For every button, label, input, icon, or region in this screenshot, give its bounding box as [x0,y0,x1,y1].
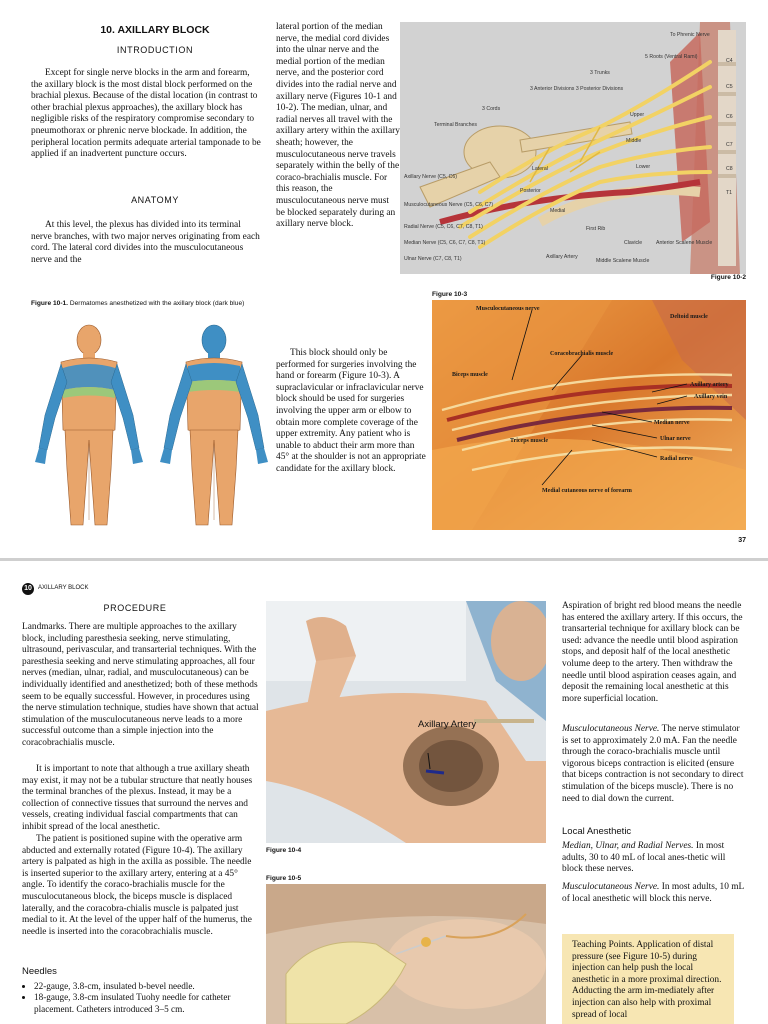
fig2-label-medial: Medial [550,208,566,214]
fig2-label-c6: C6 [726,114,733,120]
injection-photo-drawing [266,884,546,1024]
musculocutaneous-label: Musculocutaneous Nerve. [562,724,660,734]
page-number: 37 [738,537,746,544]
fig2-label-first-rib: First Rib [586,226,606,232]
anatomy-heading: ANATOMY [131,195,179,205]
axillary-artery-label: Axillary Artery [418,719,477,730]
fig3-label-median: Median nerve [654,420,690,426]
figure-10-1-dermatome-illustration [31,320,271,535]
fig3-label-ulnar: Ulnar nerve [660,436,691,442]
procedure-heading: PROCEDURE [103,603,167,613]
figure-10-4-caption: Figure 10-4 [266,847,302,854]
figure-10-5-photo [266,884,546,1024]
fig2-label-c4: C4 [726,58,733,64]
brachial-plexus-drawing [400,22,746,274]
musculocutaneous-paragraph [562,724,748,805]
fig3-label-coracobrachialis: Coracobrachialis muscle [550,351,614,357]
fig2-label-t1: T1 [726,190,733,196]
fig2-label-middle-scalene: Middle Scalene Muscle [596,258,650,264]
fig2-label-c8: C8 [726,166,733,172]
fig2-label-lower: Lower [636,164,651,170]
figure-10-4-photo [266,601,546,843]
teaching-points-label: Teaching Points. [572,940,635,950]
aspiration-paragraph: Aspiration of bright red blood means the needle has entered the axillary artery. If this occurs, the transarterial technique for axillary block can be used: advance the needle until blood aspiration stops, and deposit half of the local anesthetic volume deep to the artery. Then withdraw the needle until blood aspiration ceases again, and deposit the remaining local anesthetic at this more superficial location. [562,601,743,704]
fig2-label-cords: 3 Cords [482,106,501,112]
figure-10-3-dissection-photo [432,300,746,530]
local-anesthetic-heading: Local Anesthetic [562,826,632,837]
positioning-paragraph: The patient is positioned supine with the operative arm abducted and externally rotated (Figure 10-4). The axillary artery is palpated as high in the axilla as possible. The needle is inserted superior to the axillary artery, entering at a 45° angle. To identify the coraco-brachialis muscle for the musculocutaneous block, the biceps muscle is displaced laterally, and the coracobra-chialis muscle is palpated just medial to it. At the level of the upper half of the humerus, the needle is inserted into the coracobrachialis muscle. [22,834,252,937]
back-body-figure [160,325,268,525]
musculocutaneous-volume-text: In most adults, 10 mL of local anesthetic will block this nerve. [562,882,744,904]
column-2-paragraph: lateral portion of the median nerve, the medial cord divides into the ulnar nerve and the medial portion of the median nerve, and the posterior cord divides into the radial nerve and axillary nerve (Figures 10-1 and 10-2). The median, ulnar, and radial nerves all travel with the axillary artery within the axillary sheath; however, the musculocutaneous nerve travels separately within the belly of the coraco-brachialis muscle. For this reason, the musculocutaneous nerve must be blocked separately during an axillary nerve block. [276,22,400,230]
fig3-label-axillary-vein: Axillary vein [694,394,728,400]
fig3-label-medial-cutaneous: Medial cutaneous nerve of forearm [542,488,632,494]
chapter-number: 10 [24,585,32,592]
fig2-label-lateral: Lateral [532,166,548,172]
sheath-paragraph: It is important to note that although a true axillary sheath may exist, it may not be a tubular structure that neatly houses the terminal branches of the plexus. Instead, it may be a collection of connective tissues that surround the nerves and vessels, creating individual fascial compartments that can inhibit spread of the local anesthetic. [22,764,253,832]
fig2-label-roots: 5 Roots (Ventral Rami) [645,54,698,60]
figure-10-1-caption [31,300,267,309]
front-body-figure [35,325,143,525]
teaching-points-box [562,934,734,1024]
fig3-label-musculocutaneous: Musculocutaneous nerve [476,306,540,312]
median-ulnar-radial-label: Median, Ulnar, and Radial Nerves. [562,841,694,851]
figure-10-3-caption: Figure 10-3 [432,291,468,298]
fig2-label-anterior-scalene: Anterior Scalene Muscle [656,240,713,246]
fig2-label-radial: Radial Nerve (C5, C6, C7, C8, T1) [404,224,483,230]
fig3-label-deltoid: Deltoid muscle [670,314,708,320]
fig2-label-trunks: 3 Trunks [590,70,610,76]
figure-10-1-caption-label: Figure 10-1. [31,300,69,307]
fig3-label-triceps: Triceps muscle [510,438,549,444]
fig2-label-c7: C7 [726,142,733,148]
needle-item-1: • 22-gauge, 3.8-cm, insulated b-bevel needle. [34,981,272,992]
musculocutaneous-volume-label: Musculocutaneous Nerve. [562,882,660,892]
fig2-label-terminal: Terminal Branches [434,122,477,128]
fig2-label-upper: Upper [630,112,645,118]
fig2-label-divisions: 3 Anterior Divisions 3 Posterior Divisions [530,86,624,92]
intro-heading: INTRODUCTION [116,45,194,55]
fig2-label-phrenic: To Phrenic Nerve [670,32,710,38]
fig2-label-posterior: Posterior [520,188,541,194]
fig2-label-musculocutaneous: Musculocutaneous Nerve (C5, C6, C7) [404,202,494,208]
running-header: AXILLARY BLOCK [38,585,89,591]
page-2 [0,561,768,1024]
landmarks-paragraph [22,622,260,750]
teaching-points-text [572,940,730,1021]
figure-10-2-brachial-plexus [400,22,746,274]
fig3-label-axillary-artery: Axillary artery [690,382,729,388]
fig3-label-biceps: Biceps muscle [452,372,488,378]
figure-10-2-caption: Figure 10-2 [710,274,746,281]
axilla-photo-drawing [266,601,546,843]
fig2-label-middle: Middle [626,138,642,144]
chapter-title: 10. AXILLARY BLOCK [100,24,210,36]
dissection-drawing [432,300,746,530]
needles-heading: Needles [22,966,57,977]
needle-item-2: • 18-gauge, 3.8-cm insulated Tuohy needle for catheter placement. Catheters introduced 3–5 cm. [34,992,272,1015]
median-ulnar-radial-paragraph [562,841,748,876]
fig2-label-clavicle: Clavicle [624,240,643,246]
fig2-label-median: Median Nerve (C5, C6, C7, C8, T1) [404,240,486,246]
fig2-label-c5: C5 [726,84,733,90]
fig3-label-radial: Radial nerve [660,456,693,462]
landmarks-text: There are multiple approaches to the axillary block, including paresthesia seeking, nerve stimulating, ultrasound, perivascular, and transarterial techniques. With the paresthesia seeking and nerve stimulating approaches, all four nerves (median, ulnar, radial, and musculocutaneous) can be individually identified and anesthetized; both of these methods seem to be equally successful. However, in procedures using the nerve stimulation technique, studies have shown that actual stimulation of the musculocutaneous nerve leads to a more successful outcome than a simple injection into the coracobrachialis muscle. [22,622,259,748]
anatomy-paragraph: At this level, the plexus has divided into its terminal nerve branches, with two major nerves originating from each cord. The lateral cord divides into the musculocutaneous nerve and the [31,220,260,265]
median-ulnar-radial-text: In most adults, 30 to 40 mL of local anes-thetic will block these nerves. [562,841,726,875]
needle-list [22,981,272,1015]
column-2-paragraph-2: This block should only be performed for surgeries involving the hand or forearm (Figure 10-3). A supraclavicular or infraclavicular nerve block should be used for surgeries involving the upper arm or elbow to obtain more complete coverage of the upper extremity. Any patient who is unable to abduct their arm more than 45° at the shoulder is not an appropriate candidate for the axillary block. [276,348,426,474]
teaching-points-body: Application of distal pressure (see Figure 10-5) during injection can help push the local anesthetic in a more proximal direction. Adducting the arm im-mediately after injection can also help with proximal spread of local [572,940,722,1020]
chapter-number-badge [22,583,34,595]
fig2-label-axillary-artery: Axillary Artery [546,254,578,260]
figure-10-1-caption-text: Dermatomes anesthetized with the axillary block (dark blue) [69,300,245,307]
landmarks-label: Landmarks. [22,622,67,632]
figure-10-5-caption: Figure 10-5 [266,875,302,882]
fig2-label-ulnar: Ulnar Nerve (C7, C8, T1) [404,256,462,262]
fig2-label-axillary-nerve: Axillary Nerve (C5, C6) [404,174,458,180]
intro-paragraph: Except for single nerve blocks in the arm and forearm, the axillary block is the most distal block performed on the brachial plexus. Because of the distal location (in contrast to other brachial plexus approaches), the axillary block has negligible risks of the respiratory compromise secondary to pneumothorax or phrenic nerve blockade. In addition, the peripheral location permits adequate arterial tamponade to be applied if an inadvertent puncture occurs. [31,68,261,160]
musculocutaneous-text: The nerve stimulator is set to approximately 2.0 mA. Fan the needle through the coraco-brachialis muscle until vigorous biceps contraction is elicited (ensure that biceps contraction is not secondary to direct stimulation of the biceps muscle). There is no need to dial down the current. [562,724,744,804]
musculocutaneous-volume-paragraph [562,882,748,905]
